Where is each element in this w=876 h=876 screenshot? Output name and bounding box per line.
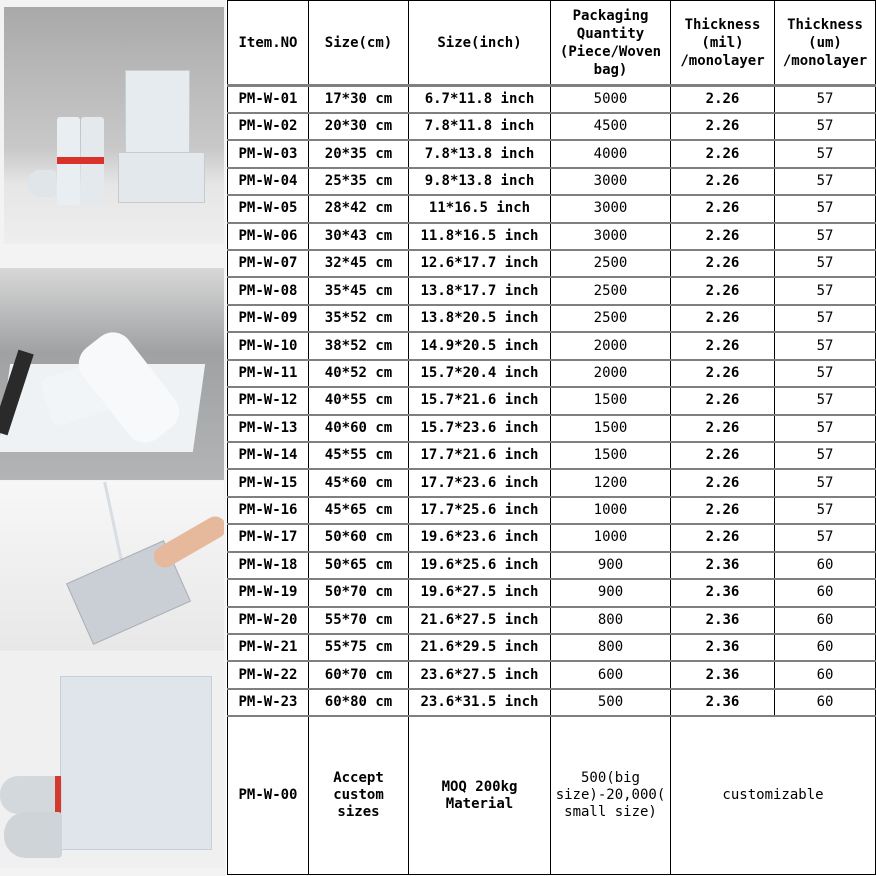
- cell-item-no: PM-W-16: [228, 497, 309, 524]
- cell-thickness-mil: 2.26: [671, 524, 775, 551]
- cell-thickness-um: 57: [775, 305, 876, 332]
- table-row: [228, 469, 876, 496]
- cell-thickness-mil: 2.26: [671, 168, 775, 195]
- cell-thickness-um: 57: [775, 277, 876, 304]
- cell-packaging-quantity: 900: [551, 579, 671, 606]
- cell-packaging-quantity: 1000: [551, 524, 671, 551]
- table-row: [228, 552, 876, 579]
- cell-size-inch: 15.7*23.6 inch: [409, 415, 551, 442]
- cell-size-inch: 14.9*20.5 inch: [409, 332, 551, 359]
- table-row: [228, 689, 876, 717]
- cell-packaging-quantity: 5000: [551, 86, 671, 113]
- product-spec-table-container: [227, 0, 875, 875]
- cell-size-cm: 40*55 cm: [309, 387, 409, 414]
- table-row: [228, 305, 876, 332]
- cell-packaging-quantity: 3000: [551, 168, 671, 195]
- table-row: [228, 277, 876, 304]
- cell-size-inch: 21.6*29.5 inch: [409, 634, 551, 661]
- cell-thickness-um: 60: [775, 689, 876, 717]
- cell-item-no: PM-W-14: [228, 442, 309, 469]
- cell-thickness-um: 60: [775, 607, 876, 634]
- cell-size-inch: MOQ 200kg Material: [409, 716, 551, 874]
- cell-size-cm: 60*80 cm: [309, 689, 409, 717]
- cell-packaging-quantity: 1200: [551, 469, 671, 496]
- cell-size-inch: 9.8*13.8 inch: [409, 168, 551, 195]
- cell-thickness-mil: 2.26: [671, 195, 775, 222]
- cell-thickness-um: 57: [775, 469, 876, 496]
- product-photo-flat-mailer-and-rolls: [0, 652, 224, 868]
- cell-item-no: PM-W-23: [228, 689, 309, 717]
- product-photo-waterproof-test: [0, 481, 224, 651]
- cell-size-inch: 17.7*25.6 inch: [409, 497, 551, 524]
- cell-item-no: PM-W-05: [228, 195, 309, 222]
- cell-thickness-mil: 2.26: [671, 223, 775, 250]
- cell-thickness-mil: 2.26: [671, 86, 775, 113]
- cell-size-inch: 19.6*25.6 inch: [409, 552, 551, 579]
- cell-packaging-quantity: 1500: [551, 387, 671, 414]
- cell-packaging-quantity: 3000: [551, 195, 671, 222]
- cell-item-no: PM-W-13: [228, 415, 309, 442]
- cell-size-inch: 23.6*31.5 inch: [409, 689, 551, 717]
- table-row: [228, 195, 876, 222]
- cell-size-cm: 50*60 cm: [309, 524, 409, 551]
- table-row: [228, 524, 876, 551]
- cell-thickness-mil: 2.26: [671, 332, 775, 359]
- product-photo-mailer-bag-adhesive-strip: [0, 268, 224, 480]
- cell-packaging-quantity: 4000: [551, 140, 671, 167]
- cell-size-inch: 15.7*21.6 inch: [409, 387, 551, 414]
- cell-packaging-quantity: 1500: [551, 415, 671, 442]
- cell-size-cm: Accept custom sizes: [309, 716, 409, 874]
- cell-thickness-um: 57: [775, 442, 876, 469]
- cell-thickness-um: 57: [775, 524, 876, 551]
- table-row: [228, 415, 876, 442]
- custom-size-row: [228, 716, 876, 874]
- cell-thickness-mil: 2.36: [671, 634, 775, 661]
- column-header-item-no: Item.NO: [228, 1, 309, 86]
- cell-thickness-mil: 2.26: [671, 469, 775, 496]
- cell-item-no: PM-W-09: [228, 305, 309, 332]
- cell-item-no: PM-W-22: [228, 661, 309, 688]
- cell-thickness-um: 57: [775, 332, 876, 359]
- cell-size-inch: 12.6*17.7 inch: [409, 250, 551, 277]
- cell-thickness-mil: 2.26: [671, 250, 775, 277]
- cell-item-no: PM-W-08: [228, 277, 309, 304]
- cell-size-cm: 32*45 cm: [309, 250, 409, 277]
- cell-thickness-mil: 2.26: [671, 360, 775, 387]
- cell-thickness-um: 60: [775, 552, 876, 579]
- cell-size-cm: 50*70 cm: [309, 579, 409, 606]
- cell-item-no: PM-W-15: [228, 469, 309, 496]
- cell-thickness: customizable: [671, 716, 876, 874]
- cell-packaging-quantity: 500: [551, 689, 671, 717]
- cell-thickness-um: 57: [775, 86, 876, 113]
- table-row: [228, 140, 876, 167]
- cell-item-no: PM-W-11: [228, 360, 309, 387]
- cell-item-no: PM-W-04: [228, 168, 309, 195]
- cell-item-no: PM-W-02: [228, 113, 309, 140]
- cell-packaging-quantity: 800: [551, 607, 671, 634]
- product-photo-mailer-rolls-and-wrapped-boxes: [4, 7, 224, 244]
- cell-size-cm: 45*65 cm: [309, 497, 409, 524]
- cell-packaging-quantity: 3000: [551, 223, 671, 250]
- cell-thickness-um: 57: [775, 360, 876, 387]
- cell-size-cm: 25*35 cm: [309, 168, 409, 195]
- cell-packaging-quantity: 800: [551, 634, 671, 661]
- column-header-thickness-mil: Thickness (mil) /monolayer: [671, 1, 775, 86]
- cell-size-inch: 7.8*13.8 inch: [409, 140, 551, 167]
- cell-item-no: PM-W-01: [228, 86, 309, 113]
- cell-size-inch: 15.7*20.4 inch: [409, 360, 551, 387]
- cell-item-no: PM-W-10: [228, 332, 309, 359]
- cell-thickness-mil: 2.36: [671, 661, 775, 688]
- cell-thickness-mil: 2.26: [671, 442, 775, 469]
- cell-thickness-mil: 2.26: [671, 140, 775, 167]
- cell-packaging-quantity: 900: [551, 552, 671, 579]
- cell-thickness-mil: 2.26: [671, 113, 775, 140]
- cell-size-inch: 6.7*11.8 inch: [409, 86, 551, 113]
- table-row: [228, 497, 876, 524]
- cell-size-cm: 50*65 cm: [309, 552, 409, 579]
- table-row: [228, 634, 876, 661]
- cell-packaging-quantity: 2500: [551, 305, 671, 332]
- cell-size-inch: 17.7*21.6 inch: [409, 442, 551, 469]
- cell-size-cm: 40*60 cm: [309, 415, 409, 442]
- cell-item-no: PM-W-07: [228, 250, 309, 277]
- column-header-size-cm: Size(cm): [309, 1, 409, 86]
- cell-size-inch: 11.8*16.5 inch: [409, 223, 551, 250]
- cell-size-inch: 23.6*27.5 inch: [409, 661, 551, 688]
- cell-item-no: PM-W-03: [228, 140, 309, 167]
- cell-thickness-mil: 2.26: [671, 415, 775, 442]
- cell-size-cm: 35*52 cm: [309, 305, 409, 332]
- table-row: [228, 661, 876, 688]
- product-spec-table: [227, 0, 876, 875]
- cell-item-no: PM-W-18: [228, 552, 309, 579]
- cell-item-no: PM-W-06: [228, 223, 309, 250]
- cell-thickness-um: 57: [775, 168, 876, 195]
- table-row: [228, 250, 876, 277]
- table-row: [228, 168, 876, 195]
- cell-packaging-quantity: 2000: [551, 360, 671, 387]
- cell-packaging-quantity: 2000: [551, 332, 671, 359]
- cell-thickness-mil: 2.36: [671, 607, 775, 634]
- cell-packaging-quantity: 2500: [551, 250, 671, 277]
- cell-size-cm: 38*52 cm: [309, 332, 409, 359]
- cell-packaging-quantity: 2500: [551, 277, 671, 304]
- cell-size-cm: 45*60 cm: [309, 469, 409, 496]
- cell-size-cm: 35*45 cm: [309, 277, 409, 304]
- cell-packaging-quantity: 1000: [551, 497, 671, 524]
- cell-thickness-um: 57: [775, 195, 876, 222]
- cell-thickness-um: 57: [775, 223, 876, 250]
- cell-packaging-quantity: 4500: [551, 113, 671, 140]
- cell-thickness-um: 57: [775, 415, 876, 442]
- product-photo-column: [0, 0, 226, 876]
- cell-item-no: PM-W-00: [228, 716, 309, 874]
- table-row: [228, 113, 876, 140]
- table-row: [228, 442, 876, 469]
- cell-thickness-um: 60: [775, 661, 876, 688]
- cell-size-cm: 17*30 cm: [309, 86, 409, 113]
- cell-size-inch: 19.6*23.6 inch: [409, 524, 551, 551]
- cell-size-inch: 11*16.5 inch: [409, 195, 551, 222]
- cell-thickness-um: 57: [775, 140, 876, 167]
- cell-item-no: PM-W-20: [228, 607, 309, 634]
- cell-thickness-mil: 2.26: [671, 497, 775, 524]
- cell-thickness-um: 57: [775, 250, 876, 277]
- table-row: [228, 387, 876, 414]
- cell-packaging-quantity: 500(big size)-20,000(small size): [551, 716, 671, 874]
- cell-size-cm: 30*43 cm: [309, 223, 409, 250]
- cell-item-no: PM-W-21: [228, 634, 309, 661]
- table-row: [228, 360, 876, 387]
- cell-size-inch: 13.8*17.7 inch: [409, 277, 551, 304]
- cell-size-inch: 17.7*23.6 inch: [409, 469, 551, 496]
- cell-item-no: PM-W-19: [228, 579, 309, 606]
- cell-thickness-mil: 2.26: [671, 305, 775, 332]
- cell-thickness-um: 57: [775, 113, 876, 140]
- table-row: [228, 332, 876, 359]
- cell-size-cm: 20*30 cm: [309, 113, 409, 140]
- cell-thickness-um: 60: [775, 579, 876, 606]
- table-row: [228, 86, 876, 113]
- cell-size-cm: 45*55 cm: [309, 442, 409, 469]
- cell-size-inch: 19.6*27.5 inch: [409, 579, 551, 606]
- cell-thickness-mil: 2.26: [671, 277, 775, 304]
- cell-size-inch: 21.6*27.5 inch: [409, 607, 551, 634]
- cell-thickness-mil: 2.26: [671, 387, 775, 414]
- cell-size-cm: 55*75 cm: [309, 634, 409, 661]
- cell-packaging-quantity: 600: [551, 661, 671, 688]
- cell-size-cm: 55*70 cm: [309, 607, 409, 634]
- cell-item-no: PM-W-17: [228, 524, 309, 551]
- cell-size-cm: 40*52 cm: [309, 360, 409, 387]
- table-row: [228, 223, 876, 250]
- cell-size-cm: 60*70 cm: [309, 661, 409, 688]
- cell-thickness-mil: 2.36: [671, 579, 775, 606]
- table-header-row: [228, 1, 876, 86]
- cell-packaging-quantity: 1500: [551, 442, 671, 469]
- cell-size-cm: 20*35 cm: [309, 140, 409, 167]
- cell-thickness-um: 60: [775, 634, 876, 661]
- column-header-thickness-um: Thickness (um) /monolayer: [775, 1, 876, 86]
- cell-size-inch: 7.8*11.8 inch: [409, 113, 551, 140]
- table-row: [228, 607, 876, 634]
- cell-thickness-um: 57: [775, 497, 876, 524]
- cell-thickness-mil: 2.36: [671, 552, 775, 579]
- cell-thickness-um: 57: [775, 387, 876, 414]
- cell-size-cm: 28*42 cm: [309, 195, 409, 222]
- table-row: [228, 579, 876, 606]
- column-header-packaging-quantity: Packaging Quantity (Piece/Woven bag): [551, 1, 671, 86]
- cell-size-inch: 13.8*20.5 inch: [409, 305, 551, 332]
- cell-item-no: PM-W-12: [228, 387, 309, 414]
- column-header-size-inch: Size(inch): [409, 1, 551, 86]
- cell-thickness-mil: 2.36: [671, 689, 775, 717]
